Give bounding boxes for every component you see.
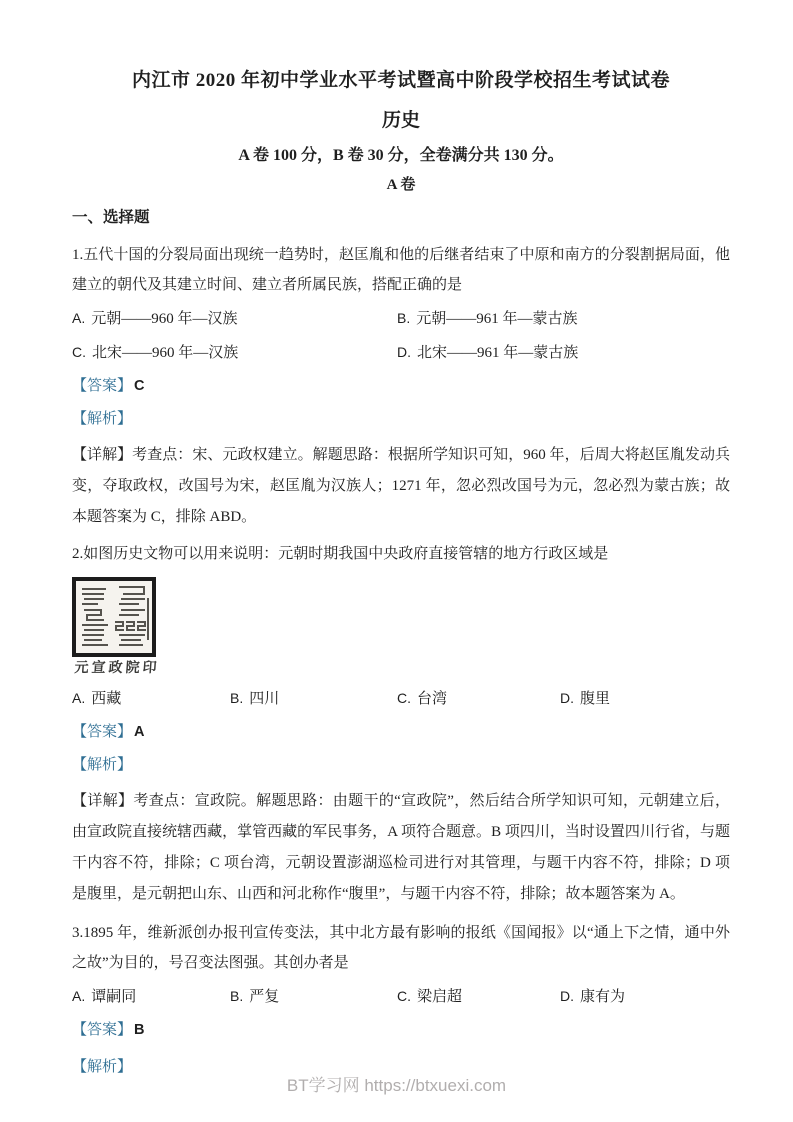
analysis-line xyxy=(72,404,730,434)
detail-paragraph xyxy=(72,786,730,910)
option-key: D. xyxy=(397,344,411,360)
seal-figure xyxy=(72,577,168,679)
option-b xyxy=(397,303,730,334)
detail-text: 考查点：宣政院。解题思路：由题干的“宣政院”，然后结合所学知识可知，元朝建立后，由宣政院直接统辖西藏，掌管西藏的军民事务，A 项符合题意。B 项四川，当时设置四川行省，与题干内容不符，排除；C 项台湾，元朝设置澎湖巡检司进行对其管理，与题干内容不符，排除；D 项是腹里，是元朝把山东、山西和河北称作“腹里”，与题干内容不符，排除；故本题答案为 A。 xyxy=(72,793,730,902)
option-key: B. xyxy=(230,690,244,706)
analysis-label: 【解析】 xyxy=(72,411,133,427)
option-text: 梁启超 xyxy=(417,989,463,1005)
options-row xyxy=(72,683,730,714)
score-line: A 卷 100 分，B 卷 30 分，全卷满分共 130 分。 xyxy=(238,147,564,164)
options-row xyxy=(72,337,730,368)
option-key: D. xyxy=(560,690,574,706)
option-b xyxy=(230,981,397,1012)
option-key: B. xyxy=(230,988,244,1004)
option-c xyxy=(397,981,560,1012)
option-key: C. xyxy=(72,344,86,360)
yuan-seal-image xyxy=(72,577,156,657)
answer-value: A xyxy=(134,724,145,740)
option-text: 严复 xyxy=(249,989,280,1005)
answer-label: 【答案】 xyxy=(72,1022,133,1038)
question-stem: 2.如图历史文物可以用来说明：元朝时期我国中央政府直接管辖的地方行政区域是 xyxy=(72,546,609,562)
detail-label: 【详解】 xyxy=(72,793,134,809)
question-block-3 xyxy=(72,918,730,1082)
option-key: C. xyxy=(397,690,411,706)
question-block-2 xyxy=(72,539,730,910)
option-text: 西藏 xyxy=(91,691,122,707)
option-key: A. xyxy=(72,310,86,326)
option-b xyxy=(230,683,397,714)
option-key: B. xyxy=(397,310,411,326)
seal-caption: 元宣政院印 xyxy=(74,661,161,676)
option-c xyxy=(72,337,397,368)
answer-line xyxy=(72,371,730,401)
subject-title: 历史 xyxy=(381,110,420,131)
answer-value: B xyxy=(134,1022,145,1038)
detail-paragraph xyxy=(72,440,730,533)
question-stem: 1.五代十国的分裂局面出现统一趋势时，赵匡胤和他的后继者结束了中原和南方的分裂割据局面，他建立的朝代及其建立时间、建立者所属民族，搭配正确的是 xyxy=(72,247,730,293)
options-row xyxy=(72,981,730,1012)
option-text: 北宋——960 年—汉族 xyxy=(92,345,239,361)
question-block-1 xyxy=(72,240,730,533)
option-d xyxy=(397,337,730,368)
option-d xyxy=(560,683,730,714)
answer-line xyxy=(72,717,730,747)
option-key: A. xyxy=(72,988,86,1004)
option-a xyxy=(72,981,230,1012)
answer-line xyxy=(72,1015,730,1045)
detail-text: 考查点：宋、元政权建立。解题思路：根据所学知识可知，960 年，后周大将赵匡胤发动兵变，夺取政权，改国号为宋，赵匡胤为汉族人；1271 年，忽必烈改国号为元，忽必烈为蒙古族；故本题答案为 C，排除 ABD。 xyxy=(72,447,730,525)
option-a xyxy=(72,683,230,714)
option-d xyxy=(560,981,730,1012)
answer-label: 【答案】 xyxy=(72,724,133,740)
option-key: D. xyxy=(560,988,574,1004)
option-key: A. xyxy=(72,690,86,706)
page-title: 内江市 2020 年初中学业水平考试暨高中阶段学校招生考试试卷 xyxy=(131,70,670,91)
option-text: 元朝——960 年—汉族 xyxy=(91,311,238,327)
answer-label: 【答案】 xyxy=(72,378,133,394)
analysis-line xyxy=(72,750,730,780)
option-text: 台湾 xyxy=(417,691,448,707)
options-row xyxy=(72,303,730,334)
option-a xyxy=(72,303,397,334)
option-text: 康有为 xyxy=(580,989,626,1005)
analysis-label: 【解析】 xyxy=(72,1059,133,1075)
option-text: 元朝——961 年—蒙古族 xyxy=(416,311,578,327)
option-text: 腹里 xyxy=(580,691,611,707)
option-text: 谭嗣同 xyxy=(91,989,137,1005)
section-heading: 一、选择题 xyxy=(72,209,150,226)
analysis-label: 【解析】 xyxy=(72,757,133,773)
answer-value: C xyxy=(134,378,145,394)
option-text: 四川 xyxy=(249,691,280,707)
option-text: 北宋——961 年—蒙古族 xyxy=(417,345,579,361)
option-c xyxy=(397,683,560,714)
option-key: C. xyxy=(397,988,411,1004)
paper-a-label: A 卷 xyxy=(386,177,416,193)
detail-label: 【详解】 xyxy=(72,447,133,463)
footer-watermark: BT学习网 https://btxuexi.com xyxy=(286,1076,507,1095)
question-stem: 3.1895 年，维新派创办报刊宣传变法，其中北方最有影响的报纸《国闻报》以“通上下之情，通中外之故”为目的，号召变法图强。其创办者是 xyxy=(72,925,730,971)
